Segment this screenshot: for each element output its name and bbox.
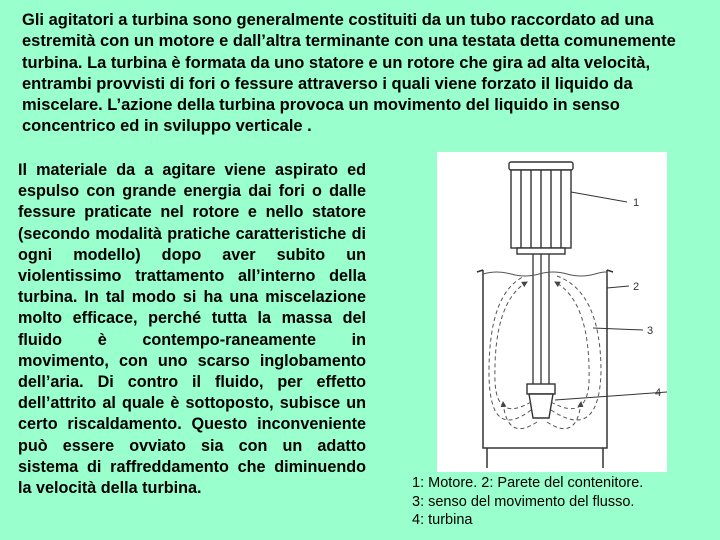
label-2: 2 — [633, 281, 640, 293]
label-3: 3 — [647, 325, 654, 337]
caption-line-1: 1: Motore. 2: Parete del contenitore. — [412, 475, 644, 491]
label-1: 1 — [633, 197, 640, 209]
container-wall — [477, 270, 613, 468]
label-4: 4 — [655, 387, 662, 399]
liquid-surface — [483, 272, 607, 276]
turbine-head — [527, 384, 555, 418]
caption-line-3: 4: turbina — [412, 512, 473, 528]
turbine-agitator-diagram — [437, 152, 667, 472]
caption-line-2: 3: senso del movimento del flusso. — [412, 493, 635, 510]
body-paragraph: Il materiale da a agitare viene aspirato ed espulso con grande energia dai fori o dalle fessure praticate nel rotore e nello statore (secondo modalità pratiche caratteristiche di ogni modello) dopo aver subito un violentissimo trattamento all’interno della turbina. In tal modo si ha una miscelazione molto efficace, perché tutta la massa del fluido è contempo-raneamente in movimento, con uno scarso inglobamento dell’aria. Di contro il fluido, per effetto dell’attrito al quale è sottoposto, subisce un certo riscaldamento. Questo inconveniente può essere ovviato sia con un adatto sistema di raffreddamento che diminuendo la velocità della turbina. — [18, 161, 366, 498]
leader-lines — [555, 192, 667, 400]
motor — [509, 162, 573, 254]
intro-paragraph: Gli agitatori a turbina sono generalmente costituiti da un tubo raccordato ad una estremità con un motore e dall’altra terminante con una testata detta comunemente turbina. La turbina è formata da uno statore e un rotore che gira ad alta velocità, entrambi provvisti di fori o fessure attraverso i quali viene forzato il liquido da miscelare. L’azione della turbina provoca un movimento del liquido in senso concentrico ed in sviluppo verticale . — [22, 11, 676, 136]
figure-caption — [412, 474, 712, 530]
